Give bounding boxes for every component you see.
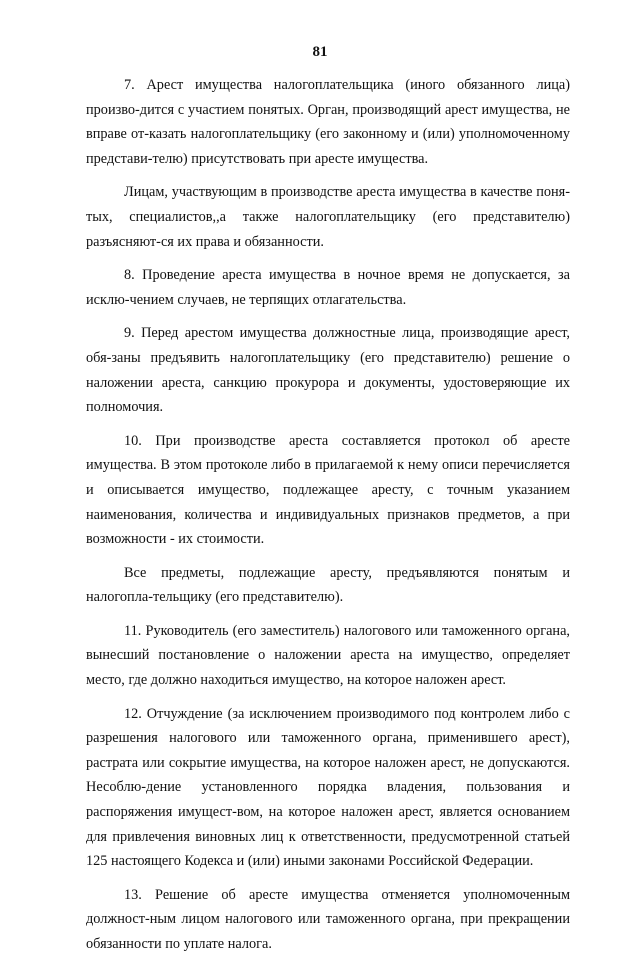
paragraph-9: 9. Перед арестом имущества должностные лица, производящие арест, обя-заны предъявить налогоплательщику (его представителю) решение о наложении ареста, санкцию прокурора и документы, удостоверяющие их полномочия. [86,325,570,416]
document-body [86,73,570,966]
paragraph-10-items: Все предметы, подлежащие аресту, предъявляются понятым и налогопла-тельщику (его представителю). [86,564,570,606]
paragraph-7-rights: Лицам, участвующим в производстве ареста имущества в качестве поня-тых, специалистов,,а также налогоплательщику (его представителю) разъясняют-ся их права и обязанности. [86,184,570,250]
page-number: 81 [312,44,328,60]
paragraph-12: 12. Отчуждение (за исключением производимого под контролем либо с разрешения налогового или таможенного органа, применившего арест), растрата или сокрытие имущества, на которое наложен арест, не допускаются. Несоблю-дение установленного порядка владения, пользования и распоряжения имущест-вом, на которое наложен арест, является основанием для привлечения виновных лиц к ответственности, предусмотренной статьей 125 настоящего Кодекса и (или) иными законами Российской Федерации. [86,705,570,870]
paragraph-13: 13. Решение об аресте имущества отменяется уполномоченным должност-ным лицом налогового или таможенного органа, при прекращении обязанности по уплате налога. [86,886,570,952]
paragraph-8: 8. Проведение ареста имущества в ночное время не допускается, за исклю-чением случаев, не терпящих отлагательства. [86,267,570,308]
paragraph-10: 10. При производстве ареста составляется протокол об аресте имущества. В этом протоколе либо в прилагаемой к нему описи перечисляется и описывается имущество, подлежащее аресту, с точным указанием наименования, количества и индивидуальных признаков предметов, а при возможности - их стоимости. [86,432,570,548]
paragraph-11: 11. Руководитель (его заместитель) налогового или таможенного органа, вынесший постановление о наложении ареста на имущество, определяет место, где должно находиться имущество, на которое наложен арест. [86,622,570,689]
paragraph-7: 7. Арест имущества налогоплательщика (иного обязанного лица) произво-дится с участием понятых. Орган, производящий арест имущества, не вправе от-казать налогоплательщику (его законному и (или) уполномоченному представи-телю) присутствовать при аресте имущества. [86,77,570,167]
